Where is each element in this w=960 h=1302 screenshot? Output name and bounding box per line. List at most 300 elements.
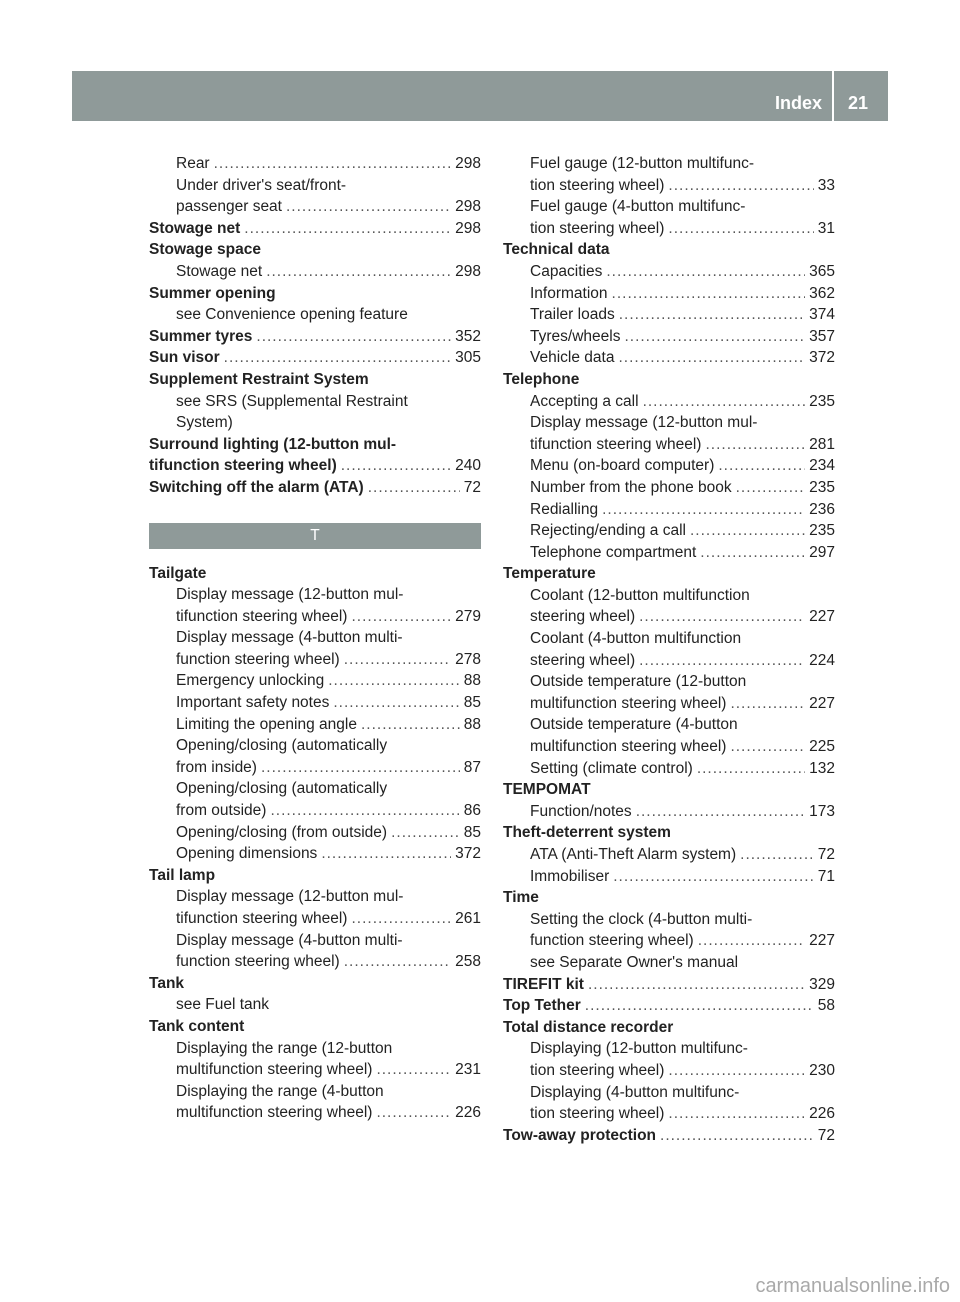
index-entry bbox=[149, 239, 481, 261]
entry-label: ATA (Anti-Theft Alarm system) bbox=[530, 846, 737, 863]
index-term bbox=[503, 995, 835, 1017]
index-subterm bbox=[503, 909, 835, 931]
index-entry bbox=[149, 563, 481, 585]
dot-leader bbox=[341, 455, 451, 477]
dot-leader bbox=[588, 974, 805, 996]
page-reference[interactable]: 224 bbox=[809, 651, 835, 669]
page-reference[interactable]: 85 bbox=[463, 694, 481, 712]
index-entry bbox=[149, 714, 481, 736]
entry-label: from inside) bbox=[176, 758, 257, 776]
index-entry bbox=[503, 758, 835, 780]
index-subterm bbox=[149, 153, 481, 175]
entry-label: Display message (12-button mul- bbox=[176, 888, 404, 906]
index-subterm bbox=[503, 261, 835, 283]
index-term bbox=[149, 1016, 481, 1038]
index-entry bbox=[149, 843, 481, 865]
index-entry bbox=[149, 175, 481, 218]
index-subterm bbox=[503, 1038, 835, 1060]
index-term bbox=[503, 974, 835, 996]
entry-label: tifunction steering wheel) bbox=[530, 435, 702, 453]
dot-leader bbox=[660, 1125, 814, 1147]
page-reference[interactable]: 278 bbox=[455, 650, 481, 668]
entry-label: Redialling bbox=[530, 500, 599, 518]
dot-leader bbox=[376, 1059, 451, 1081]
page-reference[interactable]: 226 bbox=[809, 1105, 835, 1123]
index-entry bbox=[503, 542, 835, 564]
dot-leader bbox=[351, 606, 451, 628]
page-reference[interactable]: 374 bbox=[809, 306, 835, 324]
dot-leader bbox=[698, 930, 805, 952]
index-subterm bbox=[503, 542, 835, 564]
index-entry bbox=[503, 563, 835, 585]
dot-leader bbox=[636, 801, 805, 823]
index-subterm bbox=[503, 1082, 835, 1104]
page-reference[interactable]: 352 bbox=[455, 327, 481, 345]
index-subterm bbox=[149, 304, 481, 326]
entry-label: Outside temperature (12-button bbox=[530, 673, 747, 691]
entry-label: Supplement Restraint System bbox=[149, 370, 369, 388]
entry-label: Displaying the range (12-button bbox=[176, 1039, 393, 1057]
index-term bbox=[149, 477, 481, 499]
entry-label: multifunction steering wheel) bbox=[176, 1104, 373, 1122]
index-entry bbox=[503, 391, 835, 413]
index-subterm bbox=[149, 649, 481, 671]
index-term bbox=[503, 1125, 835, 1147]
page-reference[interactable]: 372 bbox=[809, 349, 835, 367]
index-entry bbox=[503, 304, 835, 326]
page-reference[interactable]: 279 bbox=[455, 607, 481, 625]
page-reference[interactable]: 225 bbox=[809, 738, 835, 756]
index-subterm bbox=[149, 714, 481, 736]
index-term bbox=[503, 779, 835, 801]
index-term bbox=[149, 434, 481, 456]
dot-leader bbox=[321, 843, 451, 865]
dot-leader bbox=[333, 692, 459, 714]
entry-label: Display message (12-button mul- bbox=[530, 414, 758, 432]
entry-label: Accepting a call bbox=[530, 392, 639, 410]
index-entry bbox=[149, 670, 481, 692]
index-term bbox=[149, 283, 481, 305]
entry-label: Trailer loads bbox=[530, 306, 615, 324]
entry-label: Emergency unlocking bbox=[176, 672, 325, 690]
page-reference[interactable]: 235 bbox=[809, 478, 835, 496]
index-entry bbox=[503, 779, 835, 801]
index-subterm bbox=[149, 1059, 481, 1081]
entry-label: multifunction steering wheel) bbox=[176, 1061, 373, 1079]
index-subterm bbox=[149, 606, 481, 628]
entry-label: Coolant (12-button multifunction bbox=[530, 586, 750, 604]
index-entry bbox=[503, 801, 835, 823]
page-reference[interactable]: 58 bbox=[817, 997, 835, 1015]
index-entry bbox=[503, 844, 835, 866]
dot-leader bbox=[705, 434, 805, 456]
index-term bbox=[503, 239, 835, 261]
page-reference[interactable]: 281 bbox=[809, 435, 835, 453]
page-reference[interactable]: 234 bbox=[809, 457, 835, 475]
index-term bbox=[149, 218, 481, 240]
index-entry bbox=[149, 1038, 481, 1081]
entry-label: Tank content bbox=[149, 1017, 245, 1035]
dot-leader bbox=[619, 304, 805, 326]
index-subterm bbox=[149, 196, 481, 218]
entry-label: Coolant (4-button multifunction bbox=[530, 630, 742, 648]
index-subterm bbox=[149, 951, 481, 973]
entry-label: Tailgate bbox=[149, 564, 207, 582]
index-subterm bbox=[503, 218, 835, 240]
index-entry bbox=[149, 261, 481, 283]
index-term bbox=[149, 455, 481, 477]
index-subterm bbox=[149, 908, 481, 930]
dot-leader bbox=[690, 520, 805, 542]
dot-leader bbox=[256, 326, 451, 348]
index-subterm bbox=[503, 671, 835, 693]
dot-leader bbox=[612, 283, 806, 305]
entry-label: Number from the phone book bbox=[530, 478, 732, 496]
index-entry bbox=[503, 887, 835, 909]
index-term bbox=[149, 563, 481, 585]
entry-label: Menu (on-board computer) bbox=[530, 457, 715, 475]
index-entry bbox=[503, 628, 835, 671]
entry-label: tion steering wheel) bbox=[530, 1061, 665, 1079]
entry-label: tifunction steering wheel) bbox=[176, 607, 348, 625]
index-column-left bbox=[149, 153, 481, 1124]
index-entry bbox=[503, 196, 835, 239]
page-reference[interactable]: 240 bbox=[455, 457, 481, 475]
entry-label: Top Tether bbox=[503, 997, 581, 1015]
page-header bbox=[72, 71, 888, 121]
index-subterm bbox=[503, 477, 835, 499]
index-entry bbox=[149, 326, 481, 348]
index-entry bbox=[149, 283, 481, 305]
dot-leader bbox=[224, 347, 451, 369]
index-subterm bbox=[149, 822, 481, 844]
index-term bbox=[149, 865, 481, 887]
page-reference[interactable]: 72 bbox=[463, 478, 481, 496]
dot-leader bbox=[613, 866, 814, 888]
index-entry bbox=[503, 585, 835, 628]
index-term bbox=[149, 973, 481, 995]
entry-label: Stowage space bbox=[149, 241, 261, 259]
index-entry bbox=[503, 369, 835, 391]
index-entry bbox=[149, 477, 481, 499]
dot-leader bbox=[740, 844, 814, 866]
index-subterm bbox=[503, 520, 835, 542]
entry-label: TIREFIT kit bbox=[503, 975, 584, 993]
index-subterm bbox=[503, 326, 835, 348]
page-reference[interactable]: 72 bbox=[817, 1126, 835, 1144]
page-reference[interactable]: 86 bbox=[463, 802, 481, 820]
index-list-right bbox=[503, 153, 835, 1146]
index-subterm bbox=[149, 994, 481, 1016]
dot-leader bbox=[643, 391, 806, 413]
page-reference[interactable]: 372 bbox=[455, 845, 481, 863]
dot-leader bbox=[214, 153, 452, 175]
index-subterm bbox=[503, 175, 835, 197]
entry-label: Displaying (12-button multifunc- bbox=[530, 1040, 748, 1058]
page-reference[interactable]: 235 bbox=[809, 392, 835, 410]
entry-label: see Convenience opening feature bbox=[176, 306, 408, 324]
index-entry bbox=[503, 1038, 835, 1081]
dot-leader bbox=[718, 455, 805, 477]
dot-leader bbox=[266, 261, 451, 283]
entry-label: passenger seat bbox=[176, 198, 282, 216]
entry-label: Telephone compartment bbox=[530, 543, 697, 561]
entry-label: Under driver's seat/front- bbox=[176, 176, 347, 194]
entry-label: Summer tyres bbox=[149, 327, 253, 345]
index-subterm bbox=[503, 952, 835, 974]
index-subterm bbox=[503, 347, 835, 369]
entry-label: Summer opening bbox=[149, 284, 276, 302]
entry-label: function steering wheel) bbox=[530, 932, 694, 950]
page-reference[interactable]: 71 bbox=[817, 867, 835, 885]
index-entry bbox=[149, 627, 481, 670]
page-reference[interactable]: 173 bbox=[809, 802, 835, 820]
index-term bbox=[149, 347, 481, 369]
index-entry bbox=[503, 714, 835, 757]
entry-label: Vehicle data bbox=[530, 349, 615, 367]
page-reference[interactable]: 298 bbox=[455, 198, 481, 216]
index-entry bbox=[149, 973, 481, 995]
page-reference[interactable]: 357 bbox=[809, 327, 835, 345]
entry-label: Displaying (4-button multifunc- bbox=[530, 1083, 740, 1101]
index-entry bbox=[149, 218, 481, 240]
index-entry bbox=[503, 153, 835, 196]
dot-leader bbox=[736, 477, 806, 499]
index-entry bbox=[149, 347, 481, 369]
page-reference[interactable]: 85 bbox=[463, 823, 481, 841]
dot-leader bbox=[639, 650, 805, 672]
entry-label: Technical data bbox=[503, 241, 610, 259]
index-subterm bbox=[149, 930, 481, 952]
entry-label: Switching off the alarm (ATA) bbox=[149, 478, 364, 496]
index-entry bbox=[503, 974, 835, 996]
dot-leader bbox=[618, 347, 805, 369]
page-reference[interactable]: 227 bbox=[809, 608, 835, 626]
entry-label: Display message (4-button multi- bbox=[176, 629, 403, 647]
entry-label: Rejecting/ending a call bbox=[530, 522, 686, 540]
index-subterm bbox=[503, 758, 835, 780]
index-entry bbox=[503, 866, 835, 888]
page-reference[interactable]: 31 bbox=[817, 219, 835, 237]
index-entry bbox=[503, 347, 835, 369]
page-reference[interactable]: 226 bbox=[455, 1104, 481, 1122]
index-subterm bbox=[149, 886, 481, 908]
index-subterm bbox=[503, 801, 835, 823]
entry-label: TEMPOMAT bbox=[503, 781, 591, 799]
entry-label: Tyres/wheels bbox=[530, 327, 621, 345]
page-reference[interactable]: 298 bbox=[455, 219, 481, 237]
entry-label: Time bbox=[503, 889, 539, 907]
index-entry bbox=[149, 930, 481, 973]
page-reference[interactable]: 261 bbox=[455, 910, 481, 927]
entry-label: Opening/closing (automatically bbox=[176, 780, 388, 798]
entry-label: Telephone bbox=[503, 370, 580, 388]
entry-label: tion steering wheel) bbox=[530, 176, 665, 194]
index-entry bbox=[149, 304, 481, 326]
entry-label: Function/notes bbox=[530, 802, 632, 820]
page-reference[interactable]: 230 bbox=[809, 1061, 835, 1079]
index-entry bbox=[149, 584, 481, 627]
index-subterm bbox=[149, 778, 481, 800]
index-subterm bbox=[503, 650, 835, 672]
index-term bbox=[503, 887, 835, 909]
page-reference[interactable]: 298 bbox=[455, 262, 481, 280]
entry-label: Capacities bbox=[530, 262, 603, 280]
index-entry bbox=[503, 909, 835, 952]
index-entry bbox=[503, 499, 835, 521]
page-reference[interactable]: 227 bbox=[809, 694, 835, 712]
page-reference[interactable]: 235 bbox=[809, 522, 835, 540]
index-entry bbox=[149, 153, 481, 175]
page-reference[interactable]: 33 bbox=[817, 176, 835, 194]
page-reference[interactable]: 362 bbox=[809, 284, 835, 302]
index-entry bbox=[503, 1082, 835, 1125]
entry-label: tifunction steering wheel) bbox=[149, 457, 337, 475]
index-subterm bbox=[503, 434, 835, 456]
index-term bbox=[149, 326, 481, 348]
entry-label: function steering wheel) bbox=[176, 650, 340, 668]
page-reference[interactable]: 72 bbox=[817, 846, 835, 863]
index-entry bbox=[503, 477, 835, 499]
index-entry bbox=[503, 822, 835, 844]
index-entry bbox=[149, 822, 481, 844]
entry-label: System) bbox=[176, 414, 233, 432]
entry-label: multifunction steering wheel) bbox=[530, 738, 727, 756]
page-reference[interactable]: 297 bbox=[809, 543, 835, 561]
index-entry bbox=[149, 434, 481, 477]
entry-label: Rear bbox=[176, 155, 210, 172]
page-reference[interactable]: 88 bbox=[463, 672, 481, 690]
dot-leader bbox=[668, 1103, 805, 1125]
index-list-left-top bbox=[149, 153, 481, 499]
watermark: carmanualsonline.info bbox=[755, 1275, 950, 1297]
index-term bbox=[503, 563, 835, 585]
index-subterm bbox=[149, 627, 481, 649]
index-term bbox=[503, 1017, 835, 1039]
index-entry bbox=[503, 261, 835, 283]
index-entry bbox=[149, 1081, 481, 1124]
index-subterm bbox=[149, 800, 481, 822]
index-entry bbox=[503, 326, 835, 348]
dot-leader bbox=[376, 1102, 451, 1124]
index-subterm bbox=[503, 628, 835, 650]
page-reference[interactable]: 227 bbox=[809, 932, 835, 950]
page-reference[interactable]: 88 bbox=[463, 715, 481, 733]
entry-label: Tail lamp bbox=[149, 866, 216, 884]
dot-leader bbox=[286, 196, 451, 218]
index-subterm bbox=[149, 584, 481, 606]
index-subterm bbox=[149, 175, 481, 197]
dot-leader bbox=[270, 800, 459, 822]
index-subterm bbox=[503, 196, 835, 218]
entry-label: Tank bbox=[149, 974, 185, 992]
index-entry bbox=[149, 1016, 481, 1038]
index-subterm bbox=[503, 844, 835, 866]
entry-label: Display message (12-button mul- bbox=[176, 586, 404, 604]
index-subterm bbox=[503, 1060, 835, 1082]
dot-leader bbox=[261, 757, 460, 779]
dot-leader bbox=[351, 908, 451, 930]
index-subterm bbox=[149, 1081, 481, 1103]
index-subterm bbox=[149, 692, 481, 714]
index-entry bbox=[503, 455, 835, 477]
index-subterm bbox=[149, 391, 481, 413]
entry-label: Stowage net bbox=[149, 219, 241, 237]
entry-label: Opening/closing (automatically bbox=[176, 737, 388, 755]
index-term bbox=[503, 822, 835, 844]
section-letter-bar: T bbox=[149, 523, 481, 549]
page-number: 21 bbox=[847, 93, 868, 113]
header-title: Index bbox=[774, 93, 822, 113]
entry-label: Fuel gauge (12-button multifunc- bbox=[530, 155, 755, 172]
page-reference[interactable]: 258 bbox=[455, 953, 481, 971]
index-subterm bbox=[503, 714, 835, 736]
index-entry bbox=[503, 520, 835, 542]
entry-label: tifunction steering wheel) bbox=[176, 910, 348, 927]
index-entry bbox=[503, 1017, 835, 1039]
entry-label: Temperature bbox=[503, 565, 596, 583]
entry-label: Fuel gauge (4-button multifunc- bbox=[530, 198, 746, 216]
entry-label: steering wheel) bbox=[530, 608, 636, 626]
page-reference[interactable]: 132 bbox=[809, 759, 835, 777]
index-subterm bbox=[149, 1038, 481, 1060]
index-subterm bbox=[149, 843, 481, 865]
entry-label: Total distance recorder bbox=[503, 1018, 674, 1036]
entry-label: Outside temperature (4-button bbox=[530, 716, 738, 734]
entry-label: Surround lighting (12-button mul- bbox=[149, 435, 397, 453]
page-reference[interactable]: 365 bbox=[809, 262, 835, 280]
index-subterm bbox=[149, 735, 481, 757]
index-subterm bbox=[503, 455, 835, 477]
page-reference[interactable]: 87 bbox=[463, 758, 481, 776]
index-entry bbox=[503, 995, 835, 1017]
header-divider bbox=[832, 71, 834, 121]
index-entry bbox=[503, 952, 835, 974]
dot-leader bbox=[368, 477, 460, 499]
page-reference[interactable]: 236 bbox=[809, 500, 835, 518]
entry-label: Stowage net bbox=[176, 262, 263, 280]
entry-label: Theft-deterrent system bbox=[503, 824, 671, 842]
entry-label: Immobiliser bbox=[530, 867, 610, 885]
index-list-left-bottom bbox=[149, 563, 481, 1124]
index-subterm bbox=[503, 153, 835, 175]
index-entry bbox=[149, 391, 481, 434]
dot-leader bbox=[668, 175, 813, 197]
page-reference[interactable]: 305 bbox=[455, 349, 481, 367]
entry-label: function steering wheel) bbox=[176, 953, 340, 971]
dot-leader bbox=[697, 758, 805, 780]
entry-label: Display message (4-button multi- bbox=[176, 931, 403, 949]
entry-label: see Separate Owner's manual bbox=[530, 953, 739, 971]
index-entry bbox=[503, 283, 835, 305]
entry-label: tion steering wheel) bbox=[530, 1105, 665, 1123]
index-subterm bbox=[503, 693, 835, 715]
index-subterm bbox=[503, 283, 835, 305]
page-reference[interactable]: 329 bbox=[809, 975, 835, 993]
index-entry bbox=[149, 865, 481, 887]
page-reference[interactable]: 231 bbox=[455, 1061, 481, 1079]
index-subterm bbox=[503, 930, 835, 952]
dot-leader bbox=[344, 649, 451, 671]
page-reference[interactable]: 298 bbox=[455, 155, 481, 172]
dot-leader bbox=[344, 951, 451, 973]
dot-leader bbox=[606, 261, 805, 283]
entry-label: Setting the clock (4-button multi- bbox=[530, 910, 753, 928]
entry-label: multifunction steering wheel) bbox=[530, 694, 727, 712]
dot-leader bbox=[668, 1060, 805, 1082]
index-subterm bbox=[503, 391, 835, 413]
entry-label: Opening dimensions bbox=[176, 845, 318, 863]
